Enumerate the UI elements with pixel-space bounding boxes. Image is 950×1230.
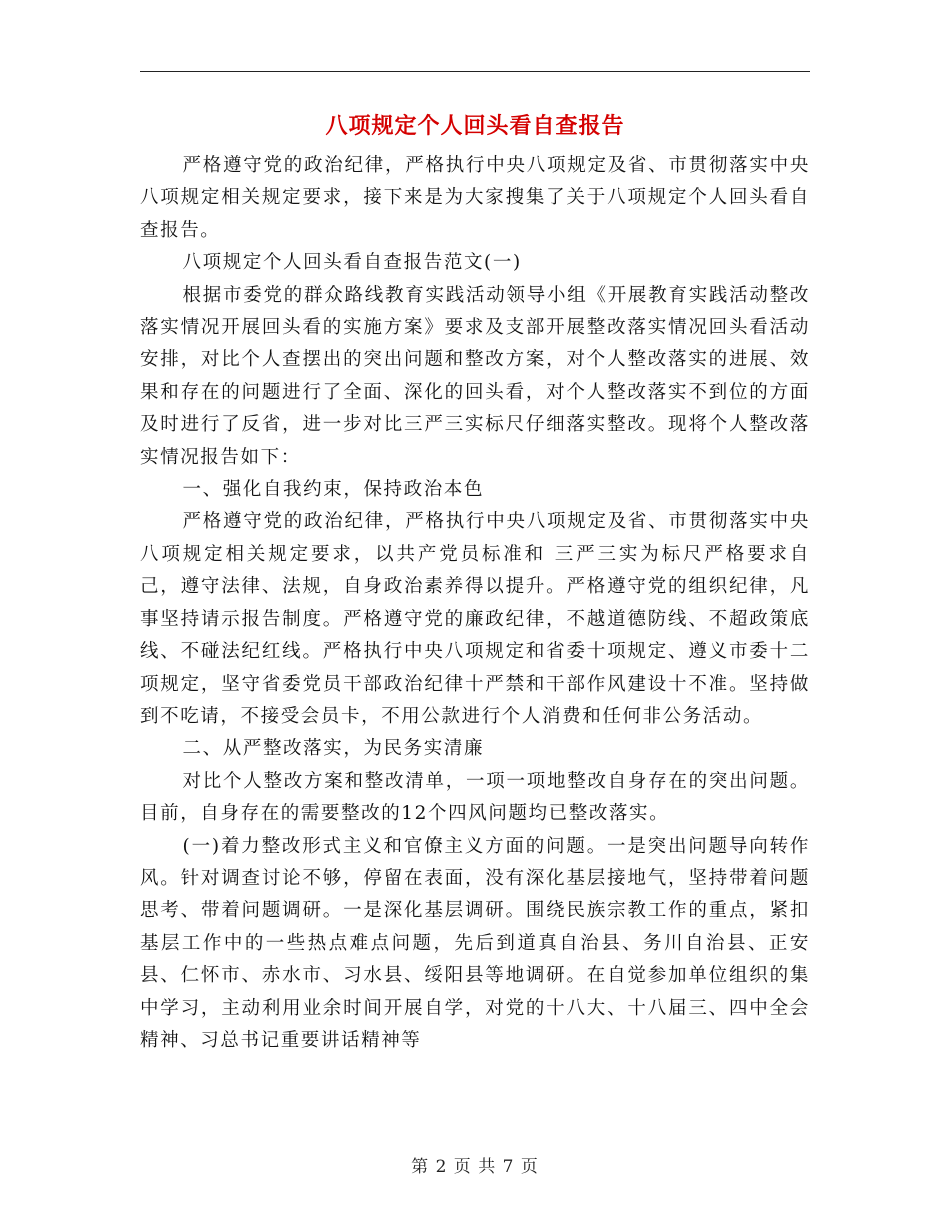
page-number: 第 2 页 共 7 页 [411,1157,539,1177]
paragraph-subsection-1: (一)着力整改形式主义和官僚主义方面的问题。一是突出问题导向转作风。针对调查讨论不够，停留在表面，没有深化基层接地气，坚持带着问题思考、带着问题调研。一是深化基层调研。围绕民族宗教工作的重点，紧扣基层工作中的一些热点难点问题，先后到道真自治县、务川自治县、正安县、仁怀市、赤水市、习水县、绥阳县等地调研。在自觉参加单位组织的集中学习，主动利用业余时间开展自学，对党的十八大、十八届三、四中全会精神、习总书记重要讲话精神等 [140,835,810,1051]
document-title: 八项规定个人回头看自查报告 [325,113,625,139]
paragraph-background: 根据市委党的群众路线教育实践活动领导小组《开展教育实践活动整改落实情况开展回头看的实施方案》要求及支部开展整改落实情况回头看活动安排，对比个人查摆出的突出问题和整改方案，对个人整改落实的进展、效果和存在的问题进行了全面、深化的回头看，对个人整改落实不到位的方面及时进行了反省，进一步对比三严三实标尺仔细落实整改。现将个人整改落实情况报告如下： [140,284,810,468]
paragraph-intro: 严格遵守党的政治纪律，严格执行中央八项规定及省、市贯彻落实中央八项规定相关规定要求，接下来是为大家搜集了关于八项规定个人回头看自查报告。 [140,155,810,241]
paragraph-sample-heading: 八项规定个人回头看自查报告范文(一) [182,252,522,274]
paragraph-section-1: 严格遵守党的政治纪律，严格执行中央八项规定及省、市贯彻落实中央八项规定相关规定要求，以共产党员标准和 三严三实为标尺严格要求自己，遵守法律、法规，自身政治素养得以提升。严格遵守党的组织纪律，凡事坚持请示报告制度。严格遵守党的廉政纪律，不越道德防线、不超政策底线、不碰法纪红线。严格执行中央八项规定和省委十项规定、遵义市委十二项规定，坚守省委党员干部政治纪律十严禁和干部作风建设十不准。坚持做到不吃请，不接受会员卡，不用公款进行个人消费和任何非公务活动。 [140,511,810,727]
paragraph-section-2: 对比个人整改方案和整改清单，一项一项地整改自身存在的突出问题。目前，自身存在的需要整改的12个四风问题均已整改落实。 [140,770,810,825]
header-rule [140,71,810,72]
document-body [140,150,810,1057]
section-heading-1: 一、强化自我约束，保持政治本色 [182,479,485,501]
section-heading-2: 二、从严整改落实，为民务实清廉 [182,738,485,760]
